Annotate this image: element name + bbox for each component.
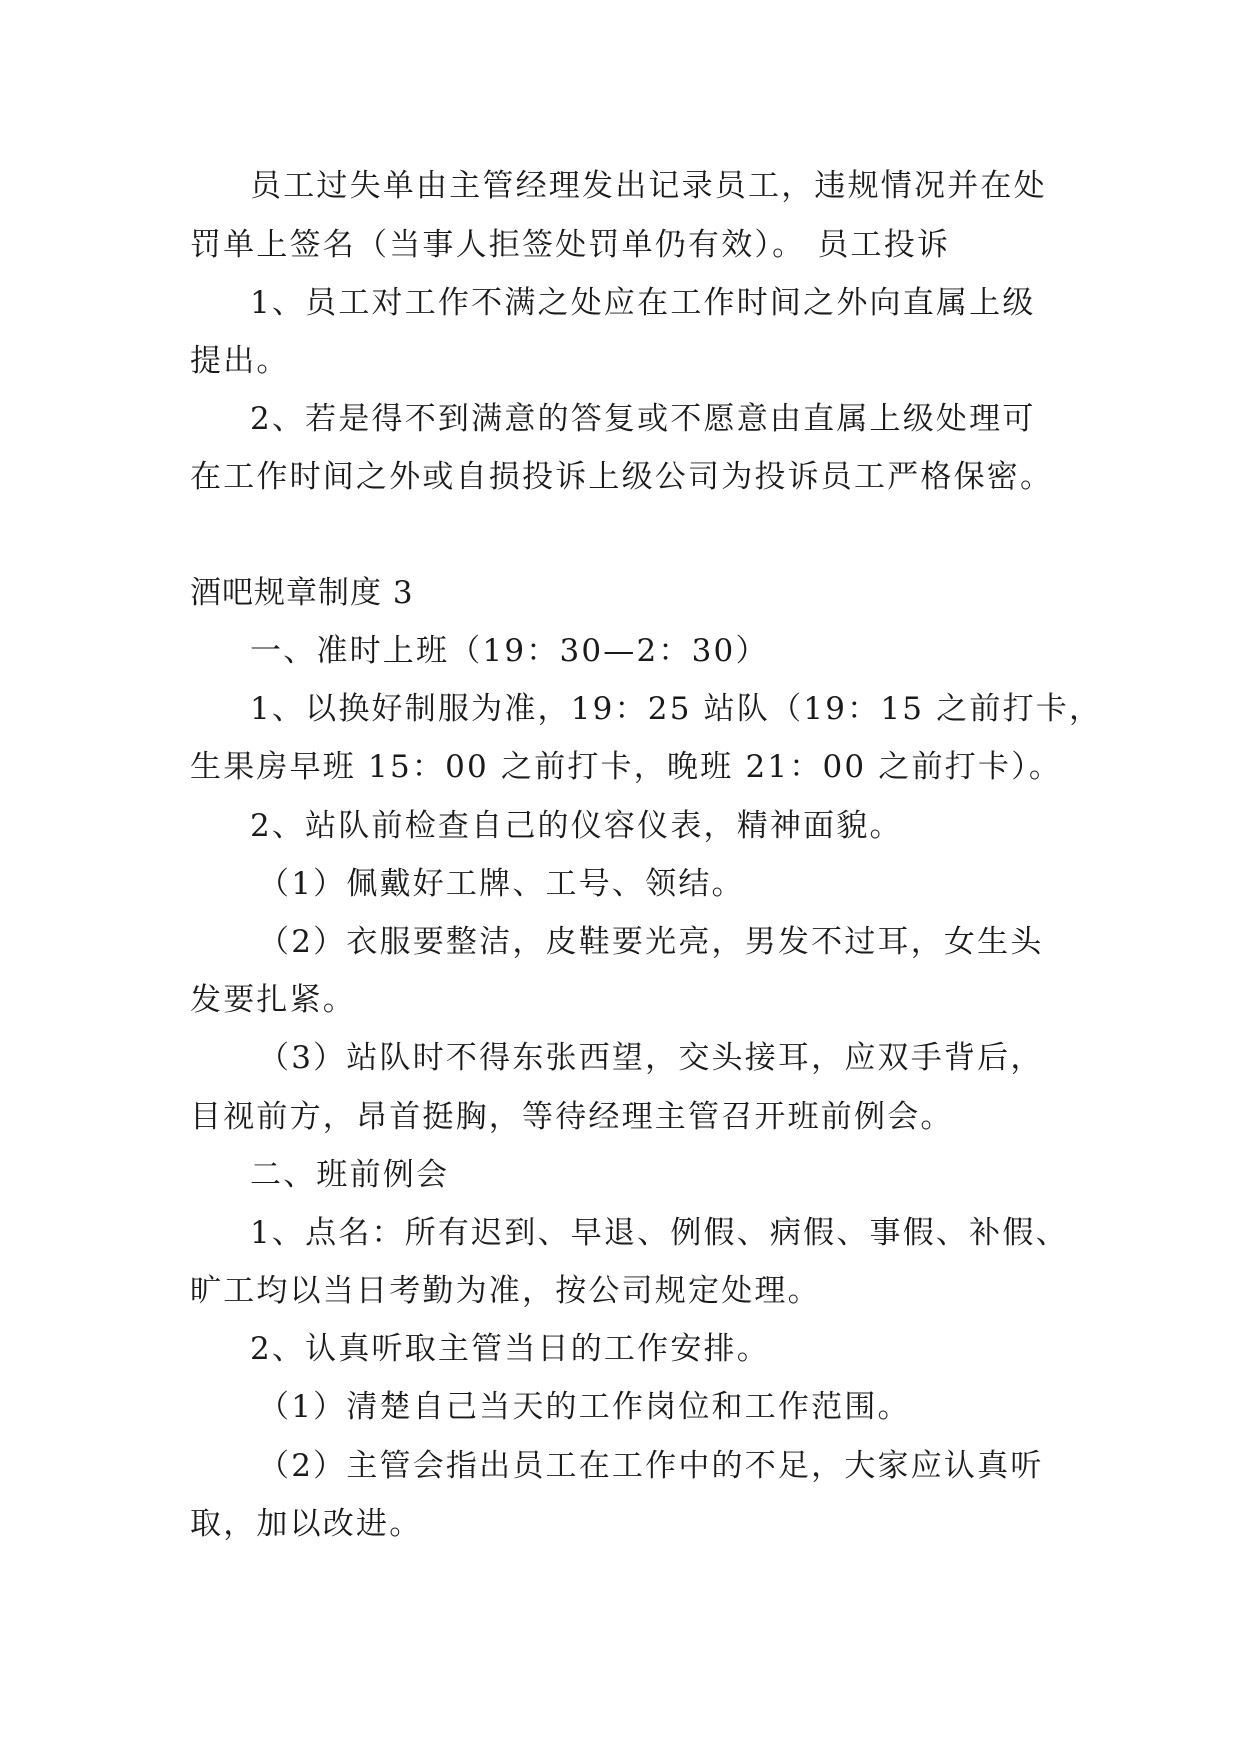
paragraph-line: 1、以换好制服为准，19：25 站队（19：15 之前打卡， <box>250 691 1103 727</box>
paragraph-line: （1）清楚自己当天的工作岗位和工作范围。 <box>258 1389 911 1425</box>
paragraph-line: 生果房早班 15：00 之前打卡，晚班 21：00 之前打卡）。 <box>190 749 1063 785</box>
paragraph-line: 提出。 <box>190 343 290 379</box>
paragraph-line: （2）衣服要整洁，皮鞋要光亮，男发不过耳，女生头 <box>258 924 1044 960</box>
paragraph-line: 目视前方，昂首挺胸，等待经理主管召开班前例会。 <box>190 1099 954 1135</box>
paragraph-line: 2、认真听取主管当日的工作安排。 <box>250 1331 770 1367</box>
paragraph-line: 在工作时间之外或自损投诉上级公司为投诉员工严格保密。 <box>190 459 1054 495</box>
paragraph-line: （1）佩戴好工牌、工号、领结。 <box>258 866 745 902</box>
paragraph-line: 2、若是得不到满意的答复或不愿意由直属上级处理可 <box>250 401 1036 437</box>
paragraph-line: 员工过失单由主管经理发出记录员工，违规情况并在处 <box>250 168 1047 204</box>
paragraph-line: 2、站队前检查自己的仪容仪表，精神面貌。 <box>250 808 903 844</box>
paragraph-line: 发要扎紧。 <box>190 982 356 1018</box>
paragraph-line: 取，加以改进。 <box>190 1506 423 1542</box>
section-heading: 二、班前例会 <box>250 1157 450 1193</box>
section-title: 酒吧规章制度 3 <box>190 575 414 611</box>
paragraph-line: （2）主管会指出员工在工作中的不足，大家应认真听 <box>258 1448 1044 1484</box>
paragraph-line: 1、员工对工作不满之处应在工作时间之外向直属上级 <box>250 285 1036 321</box>
paragraph-line: 罚单上签名（当事人拒签处罚单仍有效）。 员工投诉 <box>190 227 951 263</box>
paragraph-line: 旷工均以当日考勤为准，按公司规定处理。 <box>190 1273 821 1309</box>
paragraph-line: 1、点名：所有迟到、早退、例假、病假、事假、补假、 <box>250 1215 1069 1251</box>
section-heading: 一、准时上班（19：30—2：30） <box>250 633 769 669</box>
paragraph-line: （3）站队时不得东张西望，交头接耳，应双手背后， <box>258 1040 1044 1076</box>
